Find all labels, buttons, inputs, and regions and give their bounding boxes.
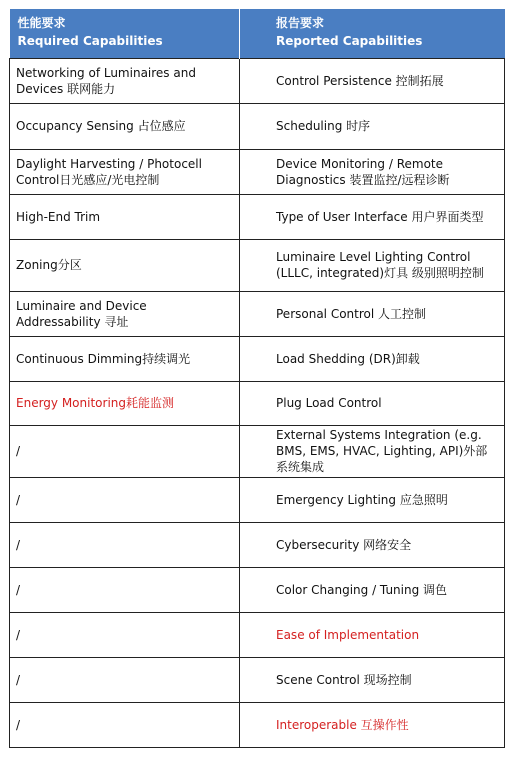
table-row: [10, 425, 505, 477]
table-row: [10, 522, 505, 567]
required-cell: Continuous Dimming持续调光: [10, 336, 240, 381]
table-row: [10, 657, 505, 702]
reported-cell: Scene Control 现场控制: [240, 657, 505, 702]
header-reported-en: Reported Capabilities: [276, 34, 423, 48]
required-cell: /: [10, 567, 240, 612]
table-row: [10, 103, 505, 149]
required-cell: /: [10, 612, 240, 657]
required-cell: Networking of Luminaires and Devices 联网能力: [10, 58, 240, 103]
required-cell: /: [10, 522, 240, 567]
header-reported-zh: 报告要求: [276, 16, 325, 30]
required-cell-highlighted: Energy Monitoring耗能监测: [10, 381, 240, 425]
reported-cell-highlighted: Interoperable 互操作性: [240, 702, 505, 747]
header-required-en: Required Capabilities: [17, 34, 163, 48]
reported-cell: Type of User Interface 用户界面类型: [240, 194, 505, 239]
capabilities-table: [9, 9, 505, 748]
table-row: [10, 567, 505, 612]
table-row: [10, 291, 505, 336]
reported-cell: External Systems Integration (e.g. BMS, EMS, HVAC, Lighting, API)外部系统集成: [240, 425, 505, 477]
table-row: [10, 381, 505, 425]
reported-cell: Emergency Lighting 应急照明: [240, 477, 505, 522]
table-row: [10, 239, 505, 291]
reported-cell: Luminaire Level Lighting Control (LLLC, integrated)灯具 级别照明控制: [240, 239, 505, 291]
required-cell: /: [10, 702, 240, 747]
table-row: [10, 702, 505, 747]
required-cell: Daylight Harvesting / Photocell Control日光感应/光电控制: [10, 149, 240, 194]
table-row: [10, 477, 505, 522]
table-row: [10, 58, 505, 103]
required-cell: Luminaire and Device Addressability 寻址: [10, 291, 240, 336]
capabilities-table-container: [9, 9, 504, 748]
reported-cell: Personal Control 人工控制: [240, 291, 505, 336]
required-cell: High-End Trim: [10, 194, 240, 239]
required-cell: Occupancy Sensing 占位感应: [10, 103, 240, 149]
reported-cell: Device Monitoring / Remote Diagnostics 装置监控/远程诊断: [240, 149, 505, 194]
table-row: [10, 194, 505, 239]
header-required-zh: 性能要求: [17, 16, 66, 30]
table-header-row: [10, 9, 505, 58]
reported-cell: Cybersecurity 网络安全: [240, 522, 505, 567]
header-required: [10, 9, 240, 58]
table-row: [10, 149, 505, 194]
reported-cell: Control Persistence 控制拓展: [240, 58, 505, 103]
reported-cell: Scheduling 时序: [240, 103, 505, 149]
reported-cell: Plug Load Control: [240, 381, 505, 425]
required-cell: Zoning分区: [10, 239, 240, 291]
table-row: [10, 336, 505, 381]
header-reported: [240, 9, 505, 58]
required-cell: /: [10, 425, 240, 477]
reported-cell-highlighted: Ease of Implementation: [240, 612, 505, 657]
required-cell: /: [10, 657, 240, 702]
reported-cell: Load Shedding (DR)卸载: [240, 336, 505, 381]
table-row: [10, 612, 505, 657]
required-cell: /: [10, 477, 240, 522]
reported-cell: Color Changing / Tuning 调色: [240, 567, 505, 612]
